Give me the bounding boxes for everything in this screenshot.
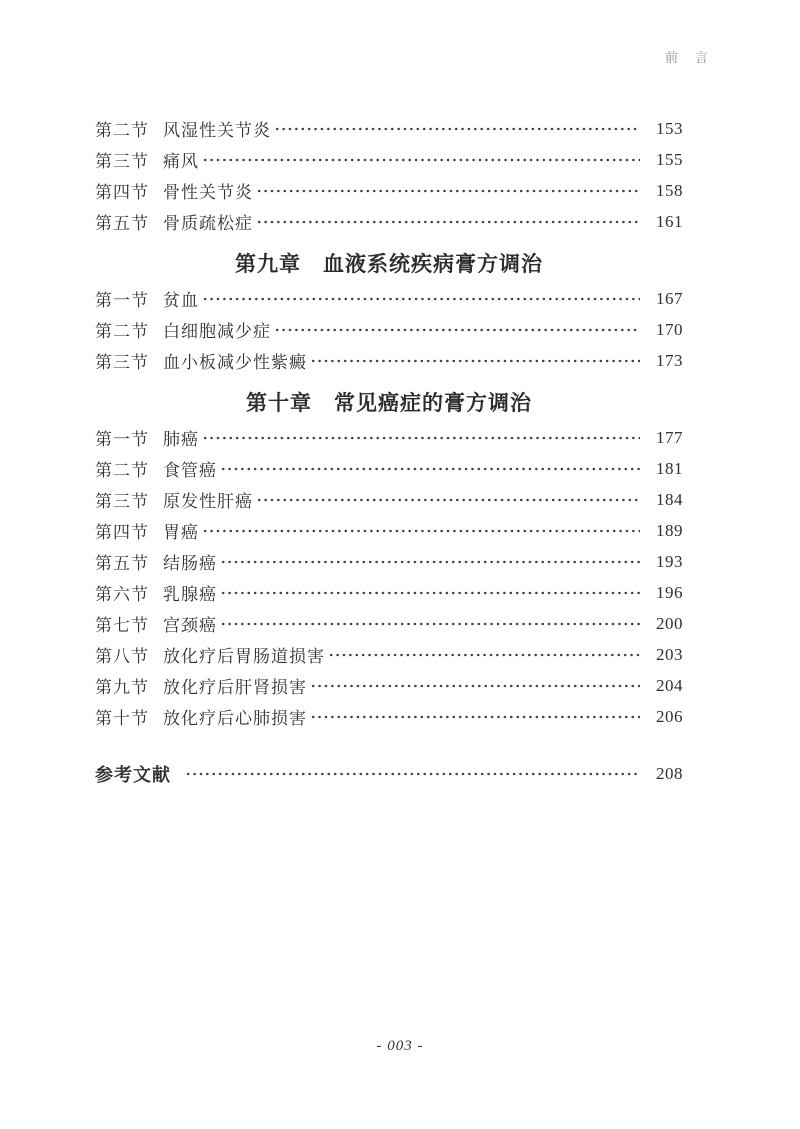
- toc-entry-page: 158: [656, 180, 683, 200]
- dot-leader: [256, 484, 640, 515]
- toc-entry-title: 乳腺癌: [163, 585, 217, 604]
- toc-entry: [95, 577, 683, 608]
- toc-entry-page: 204: [656, 675, 683, 695]
- toc-entry: [95, 546, 683, 577]
- toc-entry-title: 放化疗后肝肾损害: [163, 678, 307, 697]
- toc-entry: [95, 422, 683, 453]
- toc-entry-page: 184: [656, 489, 683, 509]
- toc-entry-title: 食管癌: [163, 461, 217, 480]
- toc-entry-title: 肺癌: [163, 430, 199, 449]
- page-number-folio: - 003 -: [376, 1038, 424, 1054]
- toc-entry-title: 结肠癌: [163, 554, 217, 573]
- dot-leader: [274, 113, 640, 144]
- toc-entry-title: 原发性肝癌: [163, 492, 253, 511]
- toc-entry-page: 206: [656, 706, 683, 726]
- toc-entry-page: 161: [656, 211, 683, 231]
- toc-entry-label: 第六节: [95, 585, 149, 604]
- toc-entry-page: 181: [656, 458, 683, 478]
- dot-leader: [202, 422, 640, 453]
- dot-leader: [274, 314, 640, 345]
- toc-entry-title: 骨性关节炎: [163, 183, 253, 202]
- toc-entry-title: 宫颈癌: [163, 616, 217, 635]
- toc-entry: [95, 701, 683, 732]
- toc-entry-title: 血小板减少性紫癜: [163, 353, 307, 372]
- references-page: 208: [656, 763, 683, 783]
- toc-entry-title: 贫血: [163, 291, 199, 310]
- toc-entry-label: 第二节: [95, 121, 149, 140]
- toc-entry: [95, 515, 683, 546]
- toc-entry: [95, 345, 683, 376]
- toc-entry: [95, 484, 683, 515]
- toc-entry-label: 第八节: [95, 647, 149, 666]
- toc-entry-page: 153: [656, 118, 683, 138]
- dot-leader: [202, 144, 640, 175]
- toc-entry: [95, 175, 683, 206]
- toc-entry-title: 风湿性关节炎: [163, 121, 271, 140]
- dot-leader: [220, 546, 640, 577]
- toc-entry-label: 第三节: [95, 152, 149, 171]
- toc-entry-page: 155: [656, 149, 683, 169]
- dot-leader: [256, 206, 640, 237]
- toc-entry-page: 200: [656, 613, 683, 633]
- dot-leader: [256, 175, 640, 206]
- toc-entry-title: 放化疗后胃肠道损害: [163, 647, 325, 666]
- toc-entry-title: 骨质疏松症: [163, 214, 253, 233]
- toc-entry-label: 第四节: [95, 523, 149, 542]
- dot-leader: [310, 345, 640, 376]
- toc-entry: [95, 314, 683, 345]
- toc-entry-title: 痛风: [163, 152, 199, 171]
- toc-entry-page: 167: [656, 288, 683, 308]
- toc-entry-label: 第一节: [95, 430, 149, 449]
- toc-entry-title: 放化疗后心肺损害: [163, 709, 307, 728]
- table-of-contents: [95, 113, 683, 789]
- toc-entry: [95, 206, 683, 237]
- toc-entry-title: 白细胞减少症: [163, 322, 271, 341]
- references-label: 参考文献: [95, 764, 171, 785]
- toc-entry: [95, 639, 683, 670]
- toc-entry-label: 第二节: [95, 461, 149, 480]
- toc-entry-page: 170: [656, 319, 683, 339]
- toc-entry-label: 第一节: [95, 291, 149, 310]
- dot-leader: [310, 670, 640, 701]
- toc-entry-label: 第五节: [95, 554, 149, 573]
- toc-entry-page: 173: [656, 350, 683, 370]
- toc-entry-page: 177: [656, 427, 683, 447]
- toc-entry: [95, 670, 683, 701]
- toc-entry-page: 189: [656, 520, 683, 540]
- toc-entry: [95, 283, 683, 314]
- toc-entry-page: 196: [656, 582, 683, 602]
- dot-leader: [310, 701, 640, 732]
- toc-entry-label: 第三节: [95, 353, 149, 372]
- dot-leader: [328, 639, 640, 670]
- toc-entry-label: 第七节: [95, 616, 149, 635]
- chapter-heading-10: 第十章 常见癌症的膏方调治: [246, 392, 532, 415]
- toc-entry-page: 203: [656, 644, 683, 664]
- dot-leader: [185, 758, 640, 789]
- toc-entry-label: 第四节: [95, 183, 149, 202]
- toc-entry-title: 胃癌: [163, 523, 199, 542]
- references-row: [95, 758, 683, 789]
- toc-entry: [95, 453, 683, 484]
- dot-leader: [202, 515, 640, 546]
- toc-entry: [95, 144, 683, 175]
- toc-entry-label: 第二节: [95, 322, 149, 341]
- running-header: 前 言: [664, 50, 710, 65]
- chapter-heading-9: 第九章 血液系统疾病膏方调治: [235, 253, 543, 276]
- toc-entry-label: 第十节: [95, 709, 149, 728]
- dot-leader: [220, 577, 640, 608]
- dot-leader: [202, 283, 640, 314]
- toc-entry-label: 第五节: [95, 214, 149, 233]
- toc-entry-page: 193: [656, 551, 683, 571]
- dot-leader: [220, 608, 640, 639]
- toc-entry-label: 第九节: [95, 678, 149, 697]
- toc-entry-label: 第三节: [95, 492, 149, 511]
- dot-leader: [220, 453, 640, 484]
- toc-entry: [95, 608, 683, 639]
- toc-entry: [95, 113, 683, 144]
